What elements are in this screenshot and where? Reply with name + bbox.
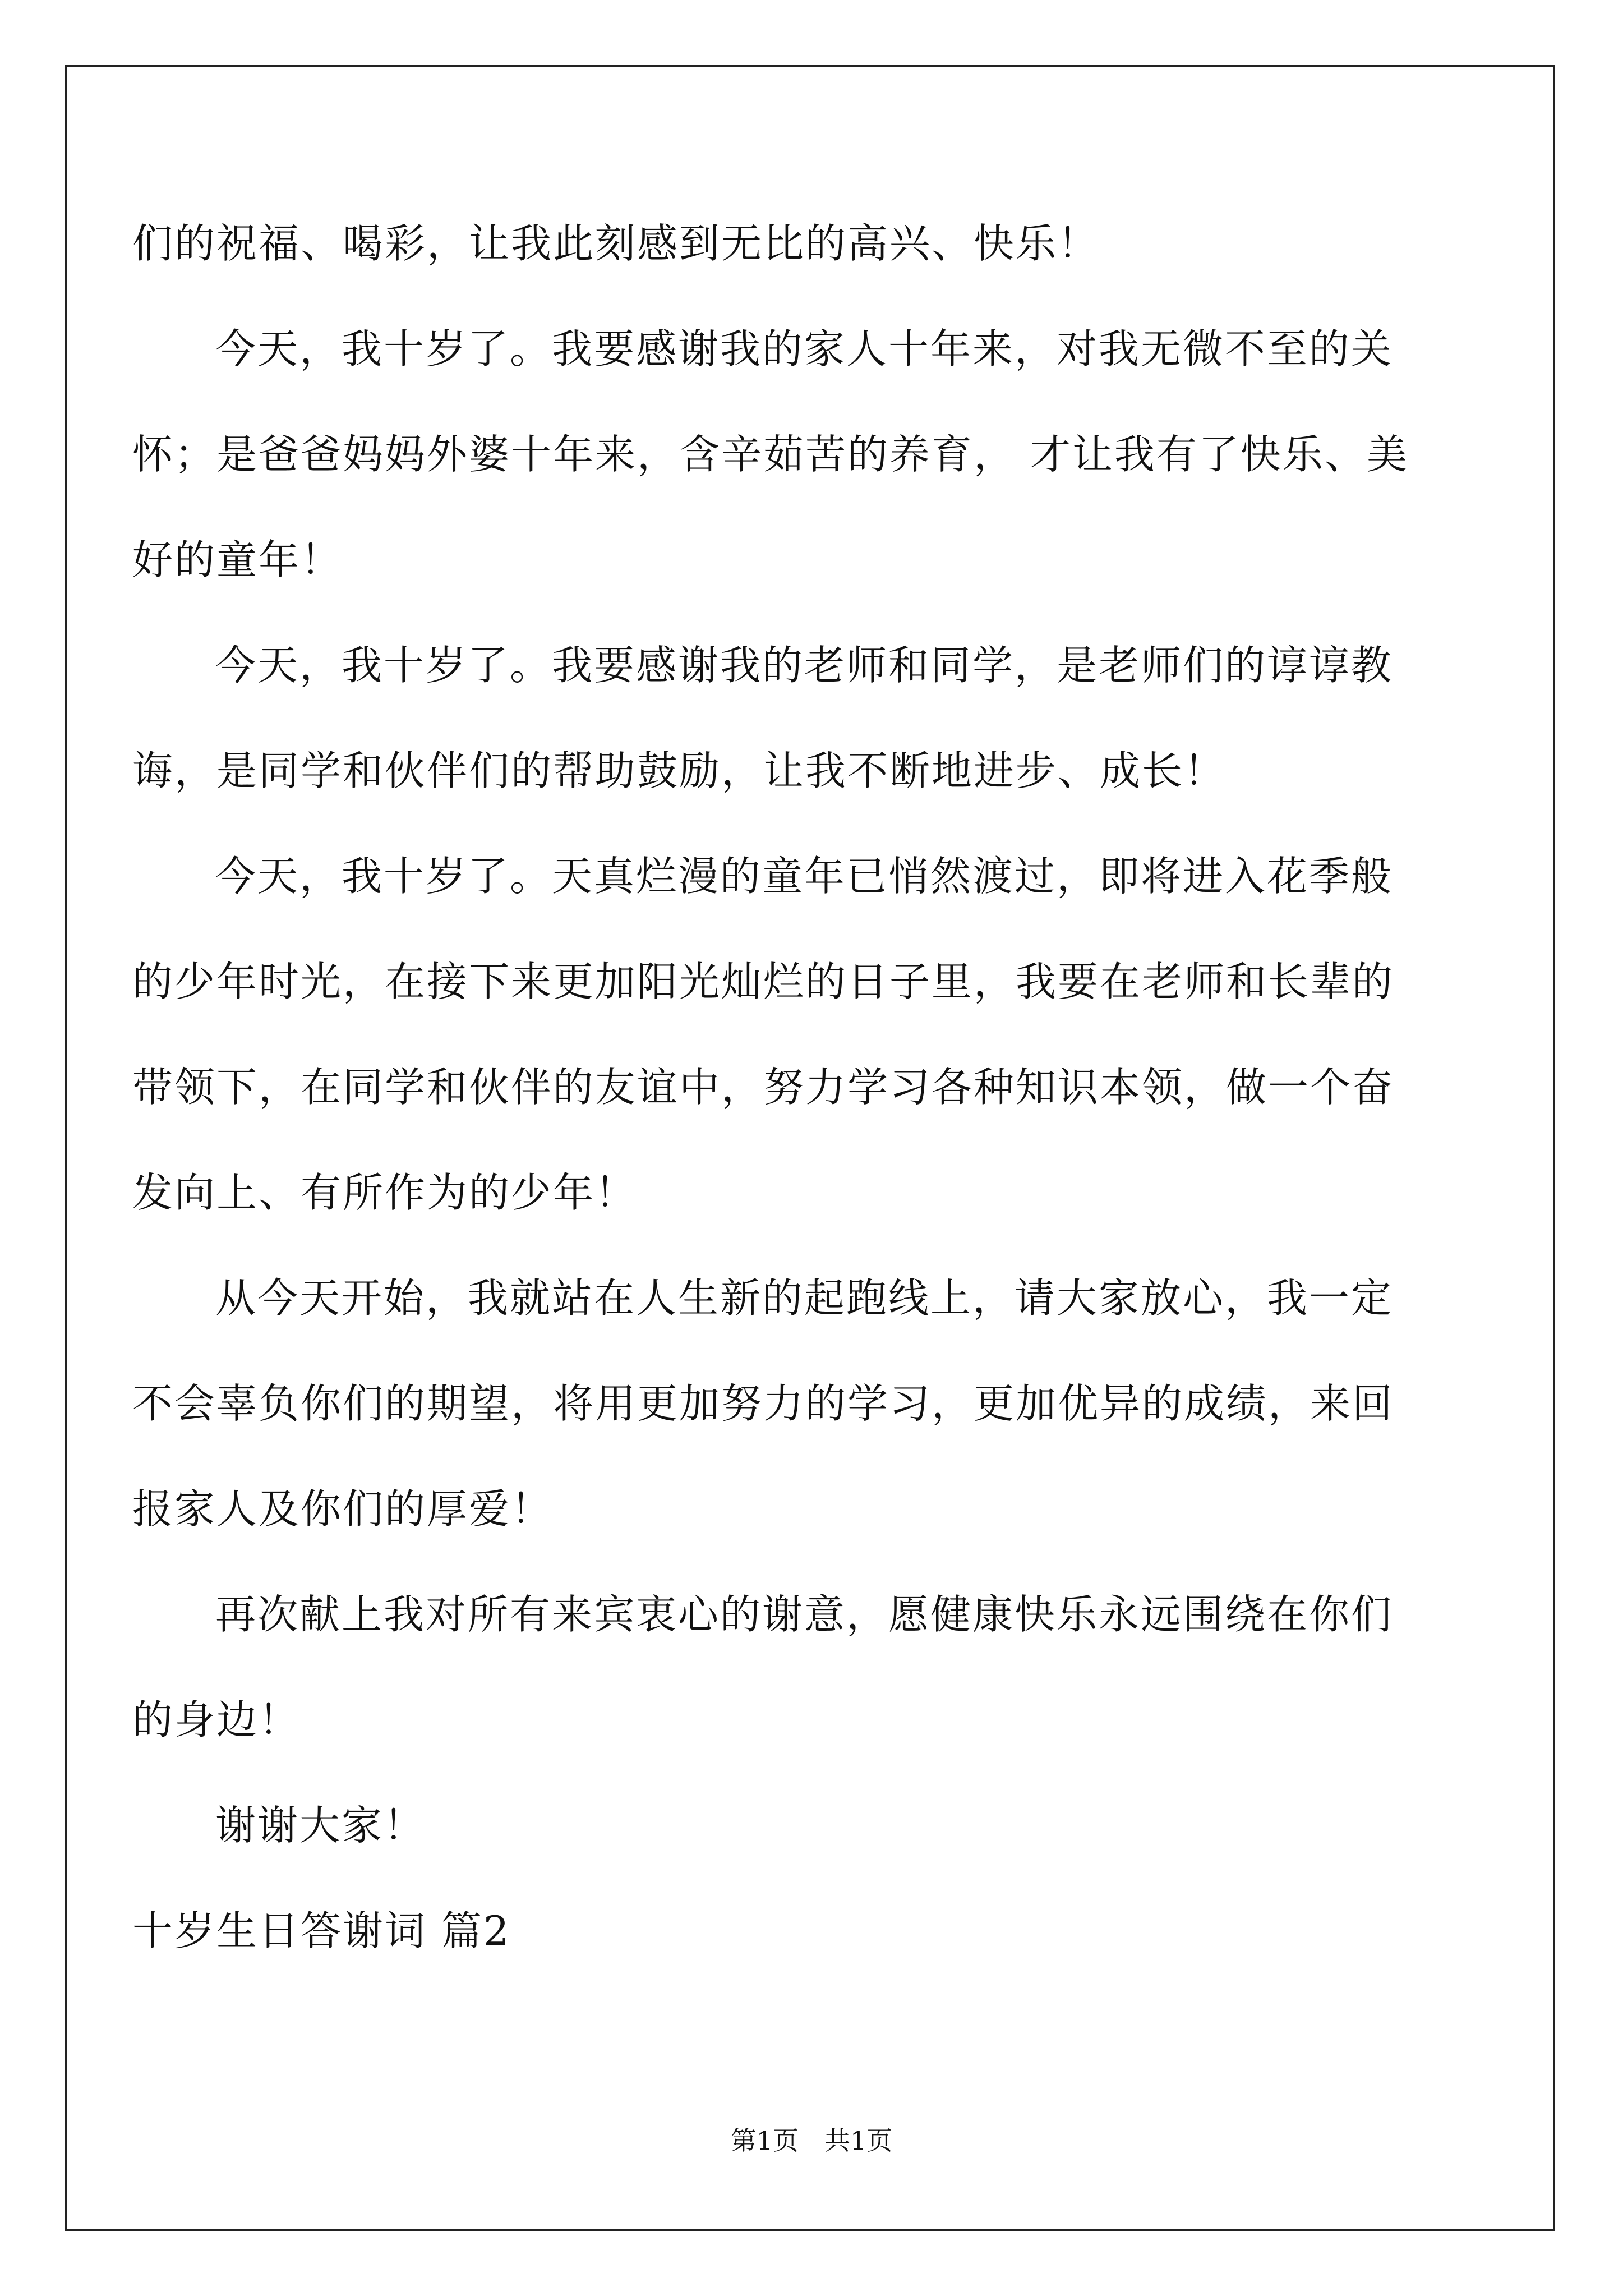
paragraph-line: 的身边！ bbox=[132, 1696, 301, 1743]
paragraph-line: 今天，我十岁了。我要感谢我的家人十年来，对我无微不至的关 bbox=[215, 325, 1394, 372]
paragraph-line: 诲，是同学和伙伴们的帮助鼓励，让我不断地进步、成长！ bbox=[132, 747, 1227, 794]
page-number-current: 第1页 bbox=[730, 2125, 799, 2156]
paragraph-line: 今天，我十岁了。天真烂漫的童年已悄然渡过，即将进入花季般 bbox=[215, 853, 1394, 900]
paragraph-line: 们的祝福、喝彩，让我此刻感到无比的高兴、快乐！ bbox=[132, 220, 1100, 267]
page-number-total: 共1页 bbox=[824, 2125, 893, 2156]
paragraph-line: 再次献上我对所有来宾衷心的谢意，愿健康快乐永远围绕在你们 bbox=[215, 1591, 1394, 1638]
paragraph-line: 从今天开始，我就站在人生新的起跑线上，请大家放心，我一定 bbox=[215, 1274, 1394, 1322]
paragraph-line: 今天，我十岁了。我要感谢我的老师和同学，是老师们的谆谆教 bbox=[215, 642, 1394, 689]
paragraph-line: 谢谢大家！ bbox=[215, 1802, 426, 1849]
section-heading: 十岁生日答谢词 篇2 bbox=[132, 1907, 511, 1954]
paragraph-line: 不会辜负你们的期望，将用更加努力的学习，更加优异的成绩，来回 bbox=[132, 1380, 1395, 1427]
page-footer bbox=[0, 2124, 1623, 2157]
paragraph-line: 的少年时光，在接下来更加阳光灿烂的日子里，我要在老师和长辈的 bbox=[132, 958, 1395, 1005]
paragraph-line: 发向上、有所作为的少年！ bbox=[132, 1169, 638, 1216]
paragraph-line: 带领下，在同学和伙伴的友谊中，努力学习各种知识本领，做一个奋 bbox=[132, 1064, 1395, 1111]
paragraph-line: 报家人及你们的厚爱！ bbox=[132, 1485, 554, 1533]
paragraph-line: 好的童年！ bbox=[132, 536, 343, 583]
paragraph-line: 怀；是爸爸妈妈外婆十年来，含辛茹苦的养育， 才让我有了快乐、美 bbox=[132, 431, 1409, 478]
